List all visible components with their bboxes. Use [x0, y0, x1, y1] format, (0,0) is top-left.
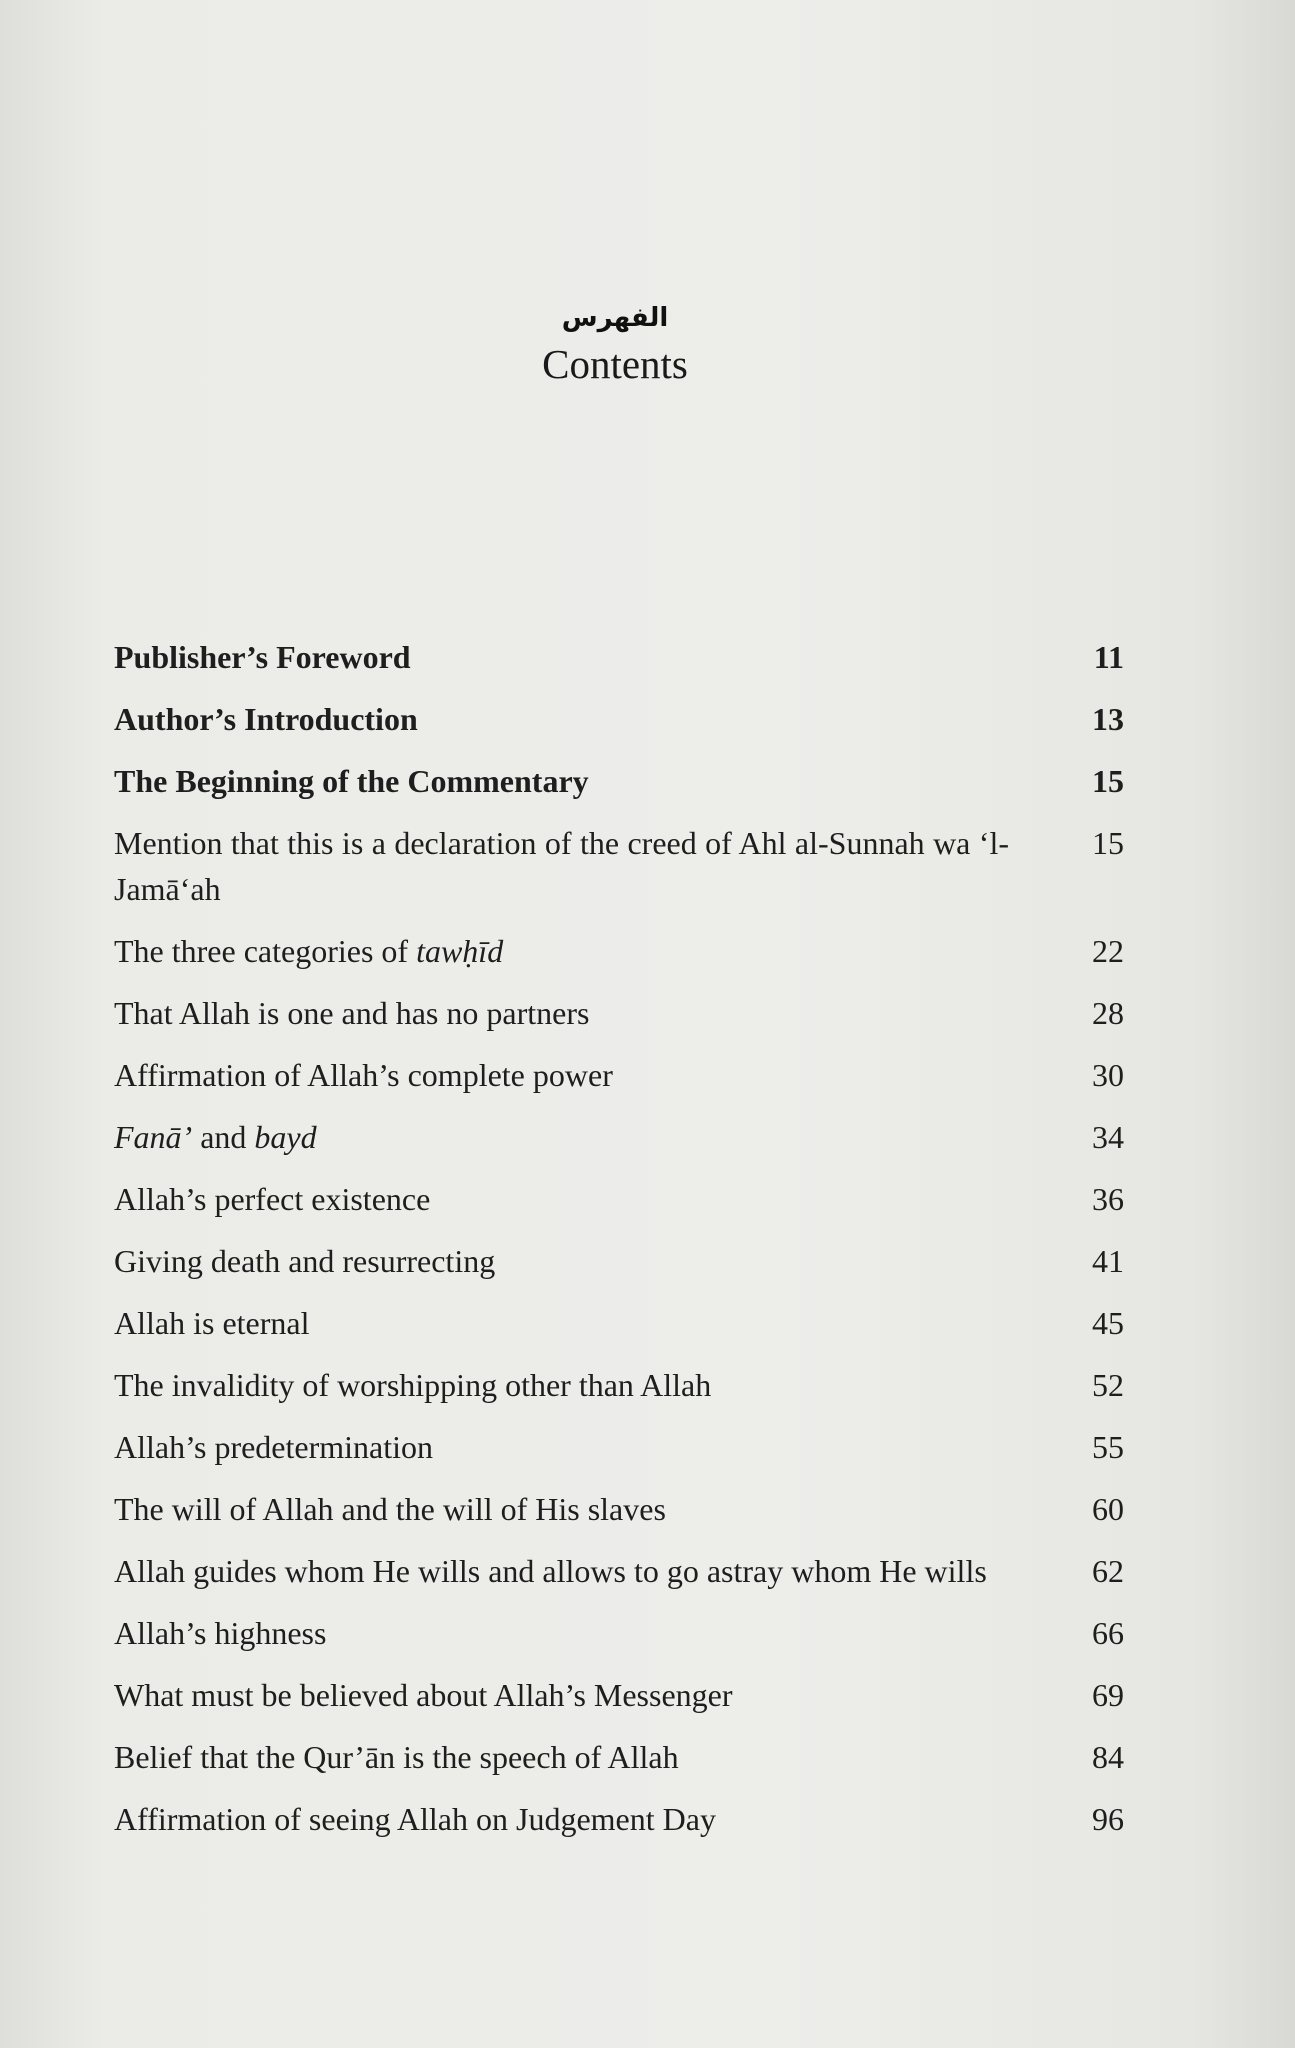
toc-entry-page: 45	[1092, 1305, 1124, 1341]
toc-entry-label: Allah guides whom He wills and allows to go astray whom He wills	[114, 1553, 987, 1589]
toc-entry	[114, 1114, 1124, 1160]
toc-entry-page: 28	[1092, 995, 1124, 1031]
toc-entry-page: 96	[1092, 1801, 1124, 1837]
toc-entry-page: 34	[1092, 1119, 1124, 1155]
toc-entry-label: The Beginning of the Commentary	[114, 763, 589, 799]
toc-entry-label-italic: Fanā’	[114, 1119, 193, 1155]
toc-entry-label	[114, 1114, 1009, 1160]
toc-entry-page: 22	[1092, 933, 1124, 969]
toc-entry-label: Publisher’s Foreword	[114, 639, 411, 675]
toc-entry-page: 66	[1092, 1615, 1124, 1651]
table-of-contents	[114, 634, 1124, 1858]
toc-entry-page: 15	[1092, 825, 1124, 861]
toc-entry	[114, 1672, 1124, 1718]
toc-entry	[114, 1610, 1124, 1656]
toc-entry-label-text: and	[192, 1119, 255, 1155]
toc-entry-page: 69	[1092, 1677, 1124, 1713]
toc-entry-label	[114, 928, 1009, 974]
toc-entry-page: 55	[1092, 1429, 1124, 1465]
toc-entry-page: 60	[1092, 1491, 1124, 1527]
toc-entry	[114, 1238, 1124, 1284]
toc-entry	[114, 1734, 1124, 1780]
toc-entry-page: 84	[1092, 1739, 1124, 1775]
toc-entry-label: The will of Allah and the will of His slaves	[114, 1491, 666, 1527]
toc-entry	[114, 1176, 1124, 1222]
toc-entry-label: Affirmation of seeing Allah on Judgement Day	[114, 1801, 716, 1837]
toc-entry-label: Allah’s perfect existence	[114, 1181, 431, 1217]
toc-entry-page: 30	[1092, 1057, 1124, 1093]
toc-entry-label-text: The three categories of	[114, 933, 417, 969]
toc-entry-label-italic: bayd	[254, 1119, 317, 1155]
toc-entry-label: That Allah is one and has no partners	[114, 995, 590, 1031]
toc-entry-page: 41	[1092, 1243, 1124, 1279]
toc-entry-page: 11	[1093, 639, 1124, 675]
toc-entry-label: Giving death and resurrecting	[114, 1243, 496, 1279]
toc-entry-page: 52	[1092, 1367, 1124, 1403]
toc-entry	[114, 820, 1124, 912]
toc-entry	[114, 758, 1124, 804]
toc-entry-label-italic: tawḥīd	[416, 933, 504, 969]
toc-entry-label: Allah’s highness	[114, 1615, 327, 1651]
toc-entry-label: Affirmation of Allah’s complete power	[114, 1057, 613, 1093]
toc-entry-label: Belief that the Qur’ān is the speech of Allah	[114, 1739, 679, 1775]
toc-entry	[114, 1796, 1124, 1842]
toc-entry-label: Author’s Introduction	[114, 701, 418, 737]
toc-entry	[114, 990, 1124, 1036]
toc-entry-label: Allah’s predetermination	[114, 1429, 434, 1465]
toc-entry-page: 36	[1092, 1181, 1124, 1217]
toc-entry-label: Mention that this is a declaration of the creed of Ahl al-Sunnah wa ‘l-Jamā‘ah	[114, 825, 1009, 907]
toc-entry-page: 15	[1092, 763, 1124, 799]
toc-entry	[114, 1548, 1124, 1594]
toc-entry	[114, 1424, 1124, 1470]
toc-entry-label: Allah is eternal	[114, 1305, 310, 1341]
toc-entry-page: 13	[1092, 701, 1124, 737]
toc-entry-page: 62	[1092, 1553, 1124, 1589]
toc-entry	[114, 696, 1124, 742]
toc-entry-label: The invalidity of worshipping other than Allah	[114, 1367, 712, 1403]
toc-entry-label: What must be believed about Allah’s Messenger	[114, 1677, 733, 1713]
toc-entry	[114, 1486, 1124, 1532]
arabic-title: الفهرس	[561, 303, 669, 333]
toc-entry	[114, 1052, 1124, 1098]
toc-entry	[114, 928, 1124, 974]
toc-entry	[114, 1362, 1124, 1408]
toc-entry	[114, 1300, 1124, 1346]
toc-entry	[114, 634, 1124, 680]
contents-header	[0, 300, 1230, 390]
page-title: Contents	[542, 341, 688, 387]
